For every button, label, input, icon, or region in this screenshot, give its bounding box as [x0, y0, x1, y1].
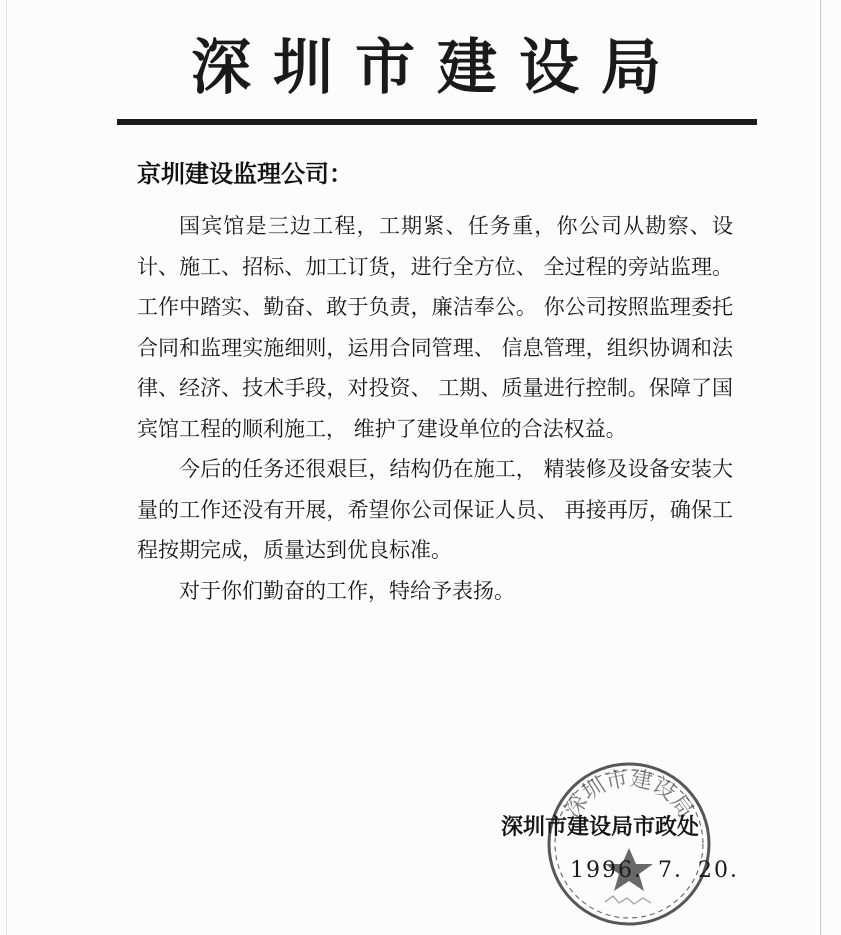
body-paragraph-2: 今后的任务还很艰巨，结构仍在施工， 精装修及设备安装大量的工作还没有开展，希望你公司保证人员、 再接再厉，确保工程按期完成，质量达到优良标准。 [137, 457, 733, 562]
sender-signature: 深圳市建设局市政处 [501, 815, 700, 840]
official-seal-stamp [545, 760, 713, 928]
header-rule [117, 119, 757, 125]
letter-body [137, 206, 733, 611]
recipient-salutation: 京圳建设监理公司： [137, 160, 353, 188]
scan-edge-left [6, 0, 7, 935]
seal-ring-text: 深圳市建设局 [559, 766, 699, 823]
letter-date: 1996．7．20． [570, 858, 754, 883]
body-paragraph-1: 国宾馆是三边工程，工期紧、任务重，你公司从勘察、设计、施工、招标、加工订货，进行全方位、 全过程的旁站监理。工作中踏实、勤奋、敢于负责，廉洁奉公。 你公司按照监理委托合同和监理实施细则，运用合同管理、 信息管理，组织协调和法律、经济、技术手段，对投资、 工期、质量进行控制。保障了国宾馆工程的顺利施工， 维护了建设单位的合法权益。 [137, 214, 733, 441]
scan-edge-right [820, 0, 821, 935]
body-paragraph-3: 对于你们勤奋的工作，特给予表扬。 [179, 578, 515, 603]
letterhead-title: 深圳市建设局 [191, 33, 683, 103]
